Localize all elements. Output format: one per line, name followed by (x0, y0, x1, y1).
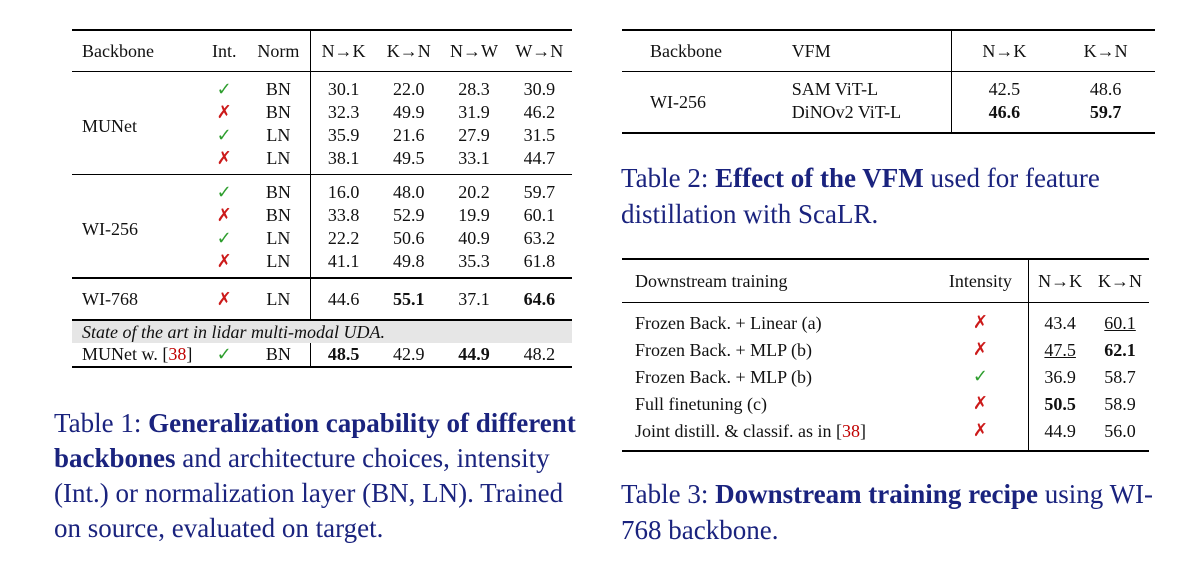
cell-wn: 31.5 (523, 125, 556, 145)
cell-norm: BN (265, 182, 291, 202)
caption-rest: using WI-768 backbone. (621, 479, 1154, 545)
table-row (622, 417, 1149, 451)
table-2 (622, 29, 1155, 134)
cell-kn: 22.0 (392, 79, 425, 99)
cell-kn: 49.8 (392, 251, 425, 271)
header-n-k: N→K (310, 30, 376, 72)
cell-nw: 27.9 (458, 125, 490, 145)
cell-wn: 48.2 (523, 344, 556, 364)
cell-wn: 46.2 (523, 102, 556, 122)
table-row (72, 72, 572, 102)
table-3-header-row (622, 259, 1149, 303)
group-backbone-munet: MUNet (82, 115, 137, 136)
cell-wn: 63.2 (523, 228, 556, 248)
caption-prefix: Table 1: (54, 408, 149, 438)
header-downstream-training: Downstream training (635, 271, 788, 291)
cell-label: Full finetuning (c) (635, 393, 767, 414)
cell-nw: 40.9 (458, 228, 490, 248)
cell-nk: 42.5 (952, 72, 1056, 102)
table-row (622, 336, 1149, 363)
cell-kn: 60.1 (1104, 312, 1136, 333)
cell-nk: 50.5 (1029, 390, 1091, 417)
cell-kn: 21.6 (392, 125, 425, 145)
cross-icon: ✗ (972, 339, 988, 360)
cell-nk: 44.9 (1029, 417, 1091, 451)
header-vfm: VFM (791, 41, 831, 61)
cell-wn: 60.1 (523, 205, 556, 225)
cell-norm: BN (265, 102, 291, 122)
cell-nk: 35.9 (310, 124, 376, 147)
cell-norm: LN (266, 125, 291, 145)
cell-nw: 20.2 (458, 182, 490, 202)
table-1-grid (72, 29, 572, 368)
sota-label-row (72, 320, 572, 343)
caption-prefix: Table 2: (621, 163, 716, 193)
table-1-caption (54, 406, 594, 546)
cell-nk: 43.4 (1029, 303, 1091, 337)
cell-kn: 48.6 (1089, 79, 1122, 99)
cell-kn: 48.0 (392, 182, 425, 202)
check-icon: ✓ (216, 182, 232, 203)
cell-norm: BN (265, 344, 291, 364)
label-suffix: ] (860, 420, 866, 441)
cell-wn: 61.8 (523, 251, 556, 271)
table-row (72, 175, 572, 205)
row-backbone-sota (72, 343, 202, 367)
cross-icon: ✗ (216, 251, 232, 272)
table-row (622, 72, 1155, 102)
cross-icon: ✗ (972, 420, 988, 441)
cell-nk: 16.0 (310, 175, 376, 205)
cell-nk: 41.1 (310, 250, 376, 278)
cell-nk: 22.2 (310, 227, 376, 250)
cell-kn: 50.6 (392, 228, 425, 248)
cell-nk: 30.1 (310, 72, 376, 102)
table-row (622, 363, 1149, 390)
sota-label: State of the art in lidar multi-modal UDA. (72, 320, 572, 343)
check-icon: ✓ (216, 79, 232, 100)
table-row (622, 303, 1149, 337)
cell-nk: 46.6 (952, 101, 1056, 133)
cell-kn: 56.0 (1104, 420, 1136, 441)
caption-bold: Generalization capability of different backbones (54, 408, 576, 473)
cell-kn: 62.1 (1104, 339, 1136, 360)
table-2-header-row (622, 30, 1155, 72)
cross-icon: ✗ (216, 102, 232, 123)
cell-label (622, 417, 932, 451)
cell-wn: 30.9 (523, 79, 556, 99)
header-k-n: K→N (1083, 41, 1128, 61)
row-backbone-wi768: WI-768 (82, 289, 138, 309)
cell-label: Frozen Back. + Linear (a) (635, 312, 822, 333)
check-icon: ✓ (972, 366, 988, 387)
header-w-n: W→N (515, 41, 564, 61)
header-norm: Norm (257, 41, 300, 61)
cross-icon: ✗ (972, 312, 988, 333)
cell-kn: 58.9 (1104, 393, 1136, 414)
check-icon: ✓ (216, 228, 232, 249)
cell-kn: 55.1 (392, 288, 425, 309)
cell-nw: 19.9 (458, 205, 490, 225)
cell-kn: 49.5 (392, 148, 425, 168)
cell-norm: LN (266, 228, 291, 248)
cell-nk: 32.3 (310, 101, 376, 124)
cross-icon: ✗ (216, 205, 232, 226)
cell-nw: 35.3 (458, 251, 490, 271)
cell-norm: BN (265, 79, 291, 99)
cell-kn: 58.7 (1104, 366, 1136, 387)
cell-wn: 44.7 (523, 148, 556, 168)
cell-norm: LN (266, 251, 291, 271)
cell-vfm: SAM ViT-L (791, 79, 879, 99)
check-icon: ✓ (216, 125, 232, 146)
sota-backbone-prefix: MUNet w. [ (82, 344, 169, 364)
cell-nw: 37.1 (458, 288, 490, 309)
label-prefix: Joint distill. & classif. as in [ (635, 420, 842, 441)
cell-wn: 64.6 (523, 288, 556, 309)
table-3-grid (622, 258, 1149, 452)
caption-rest: used for feature distillation with ScaLR. (621, 163, 1100, 229)
cell-nk: 38.1 (310, 147, 376, 175)
table-3 (622, 258, 1149, 452)
caption-rest: and architecture choices, intensity (Int.) or normalization layer (BN, LN). Trained on source, evaluated on target. (54, 443, 564, 543)
table-2-grid (622, 29, 1155, 134)
table-1-header-row (72, 30, 572, 72)
table-row (622, 390, 1149, 417)
cell-norm: BN (265, 205, 291, 225)
header-n-k: N→K (952, 30, 1056, 72)
citation-link[interactable]: 38 (842, 420, 860, 441)
cell-kn: 59.7 (1089, 102, 1122, 122)
cell-kn: 52.9 (392, 205, 425, 225)
caption-bold: Downstream training recipe (715, 479, 1039, 509)
header-int: Int. (211, 41, 237, 61)
header-backbone: Backbone (650, 41, 722, 61)
cell-nk: 44.6 (310, 278, 376, 320)
table-2-caption (621, 160, 1161, 232)
cell-nk: 47.5 (1029, 336, 1091, 363)
group-backbone-wi256: WI-256 (82, 218, 138, 239)
cell-vfm: DiNOv2 ViT-L (791, 102, 902, 122)
check-icon: ✓ (216, 344, 232, 365)
table-row-wi768 (72, 278, 572, 320)
row-backbone-wi256: WI-256 (650, 91, 706, 112)
cell-kn: 49.9 (392, 102, 425, 122)
table-row-sota (72, 343, 572, 367)
table-1 (72, 29, 572, 368)
header-k-n: K→N (1098, 271, 1143, 291)
cell-nk: 48.5 (310, 343, 376, 367)
table-3-caption (621, 476, 1166, 548)
header-intensity: Intensity (948, 271, 1012, 291)
caption-prefix: Table 3: (621, 479, 716, 509)
cell-label: Frozen Back. + MLP (b) (635, 339, 812, 360)
cell-nk: 33.8 (310, 204, 376, 227)
cross-icon: ✗ (972, 393, 988, 414)
citation-link[interactable]: 38 (168, 344, 187, 364)
header-n-w: N→W (449, 41, 498, 61)
cell-norm: LN (266, 148, 291, 168)
cell-wn: 59.7 (523, 182, 556, 202)
cell-kn: 42.9 (392, 344, 425, 364)
caption-bold: Effect of the VFM (715, 163, 924, 193)
header-k-n: K→N (386, 41, 431, 61)
cell-nw: 33.1 (458, 148, 490, 168)
sota-backbone-suffix: ] (186, 344, 193, 364)
header-backbone: Backbone (82, 41, 154, 61)
cross-icon: ✗ (216, 288, 232, 310)
cross-icon: ✗ (216, 148, 232, 169)
cell-norm: LN (266, 288, 291, 309)
cell-nw: 28.3 (458, 79, 490, 99)
cell-nw: 44.9 (458, 344, 490, 364)
cell-label: Frozen Back. + MLP (b) (635, 366, 812, 387)
cell-nw: 31.9 (458, 102, 490, 122)
cell-nk: 36.9 (1029, 363, 1091, 390)
header-n-k: N→K (1029, 259, 1091, 303)
